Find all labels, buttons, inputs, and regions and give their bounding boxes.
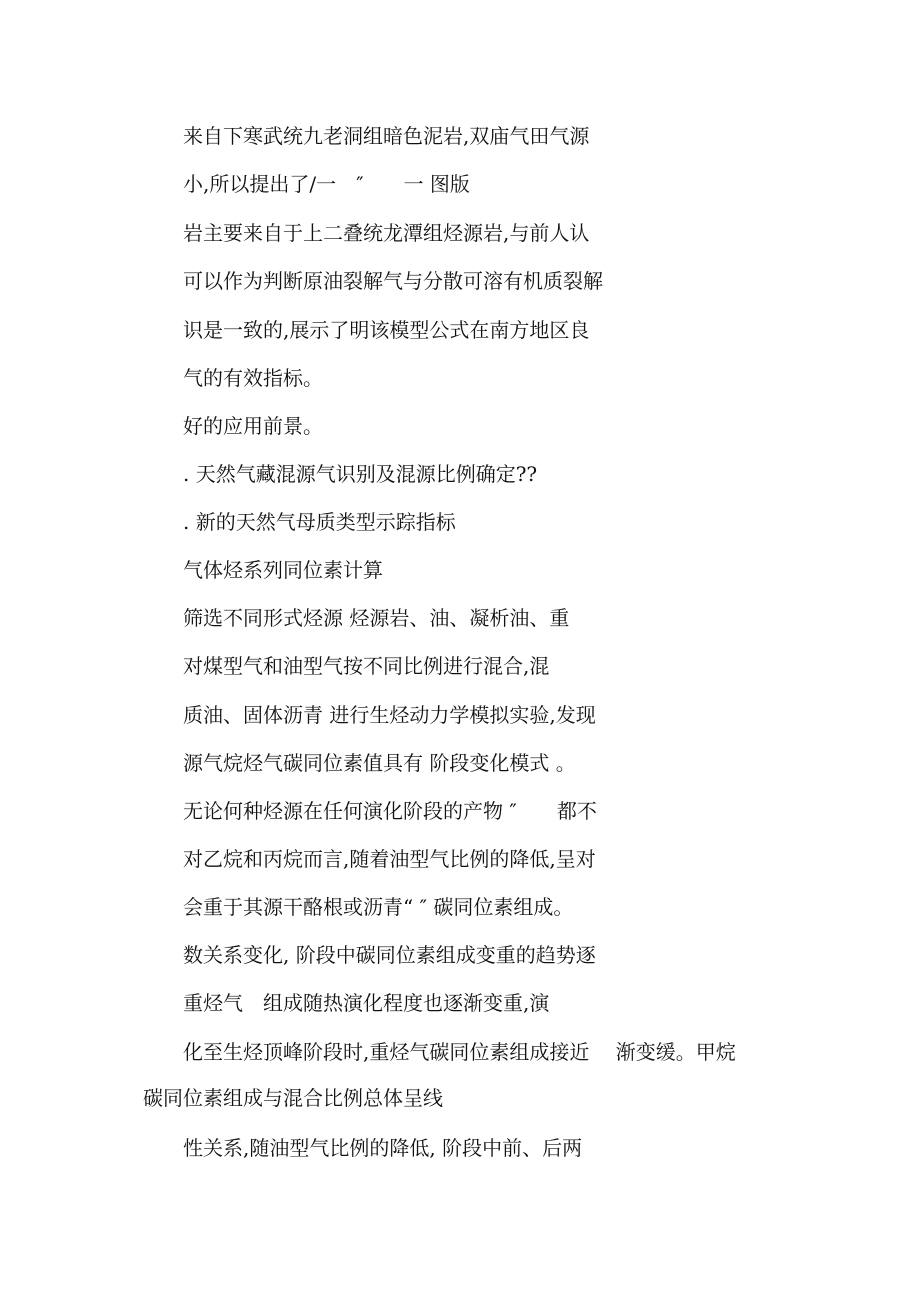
text-line-15: 无论何种烃源在任何演化阶段的产物 ″ 都不 [183, 799, 597, 823]
text-line-18: 数关系变化, 阶段中碳同位素组成变重的趋势逐 [183, 943, 596, 967]
text-line-3: 岩主要来自于上二叠统龙潭组烃源岩,与前人认 [183, 221, 590, 245]
text-line-19: 重烃气 组成随热演化程度也逐渐变重,演 [183, 991, 550, 1015]
text-line-7: 好的应用前景。 [183, 414, 323, 438]
text-line-14: 源气烷烃气碳同位素值具有 阶段变化模式 。 [183, 751, 576, 775]
text-line-11: 筛选不同形式烃源 烃源岩、油、凝析油、重 [183, 606, 570, 630]
text-line-8: . 天然气藏混源气识别及混源比例确定?? [183, 462, 538, 486]
text-line-6: 气的有效指标。 [183, 366, 323, 390]
text-line-21: 碳同位素组成与混合比例总体呈线 [143, 1086, 443, 1110]
text-line-22: 性关系,随油型气比例的降低, 阶段中前、后两 [183, 1136, 583, 1160]
text-line-17: 会重于其源干酪根或沥青“ ″ 碳同位素组成。 [183, 895, 574, 919]
text-line-1: 来自下寒武统九老洞组暗色泥岩,双庙气田气源 [183, 124, 590, 148]
text-line-12: 对煤型气和油型气按不同比例进行混合,混 [183, 654, 550, 678]
text-line-13: 质油、固体沥青 进行生烃动力学模拟实验,发现 [183, 703, 596, 727]
text-line-10: 气体烃系列同位素计算 [183, 558, 383, 582]
text-line-20: 化至生烃顶峰阶段时,重烃气碳同位素组成接近 渐变缓。甲烷 [183, 1040, 736, 1064]
text-line-5: 识是一致的,展示了明该模型公式在南方地区良 [183, 318, 590, 342]
text-line-2: 小,所以提出了/一 ″ 一 图版 [183, 172, 470, 196]
text-line-9: . 新的天然气母质类型示踪指标 [183, 510, 456, 534]
text-line-4: 可以作为判断原油裂解气与分散可溶有机质裂解 [183, 269, 603, 293]
text-line-16: 对乙烷和丙烷而言,随着油型气比例的降低,呈对 [183, 847, 596, 871]
